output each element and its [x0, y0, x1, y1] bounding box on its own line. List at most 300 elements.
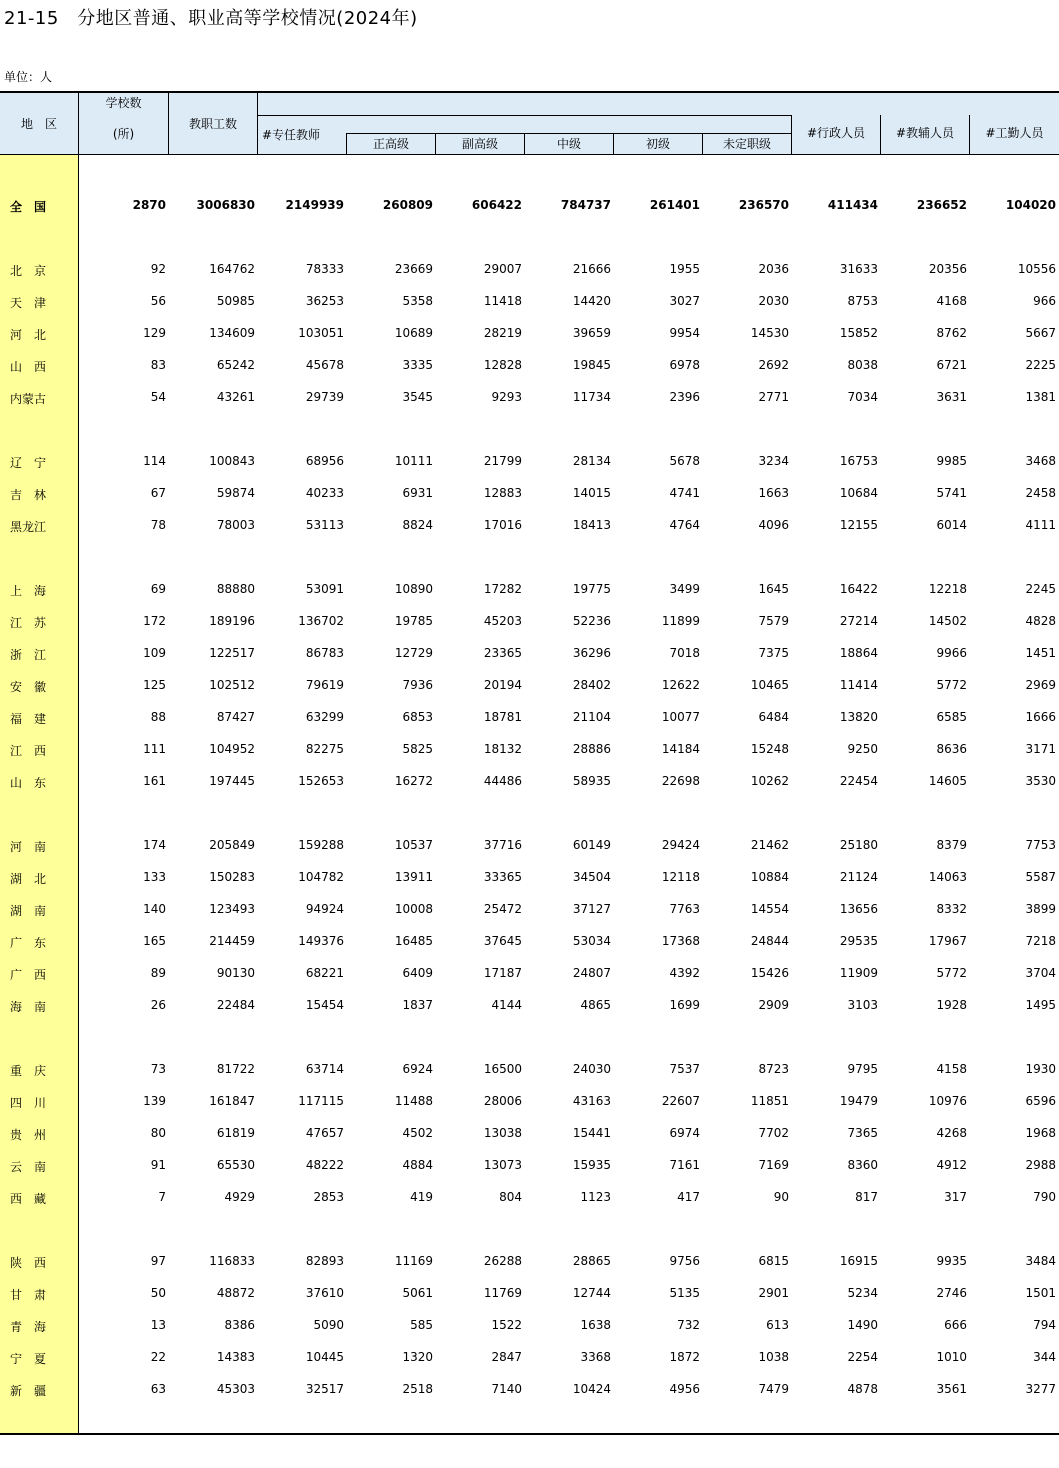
table-cell: 2245: [1025, 582, 1056, 596]
table-cell: 7: [158, 1190, 166, 1204]
table-cell: 58935: [572, 774, 611, 788]
table-row: [0, 1277, 1059, 1309]
table-cell: 36253: [305, 294, 344, 308]
table-cell: 4912: [936, 1158, 967, 1172]
header-teachers: #专任教师: [262, 128, 321, 142]
table-cell: 7375: [758, 646, 789, 660]
region-name: 重 庆: [10, 1064, 47, 1078]
table-cell: 417: [677, 1190, 700, 1204]
table-cell: 1451: [1025, 646, 1056, 660]
table-cell: 13: [150, 1318, 166, 1332]
table-cell: 9293: [491, 390, 522, 404]
table-cell: 13073: [483, 1158, 522, 1172]
header-bottom-line: [0, 154, 1059, 155]
table-cell: 14063: [928, 870, 967, 884]
table-cell: 59874: [216, 486, 255, 500]
region-name: 海 南: [10, 1000, 47, 1014]
table-cell: 48222: [305, 1158, 344, 1172]
table-cell: 28006: [483, 1094, 522, 1108]
table-cell: 6924: [402, 1062, 433, 1076]
table-cell: 78: [150, 518, 166, 532]
table-cell: 1010: [936, 1350, 967, 1364]
table-cell: 23669: [394, 262, 433, 276]
header-junior: 初级: [645, 137, 670, 151]
table-row: [0, 701, 1059, 733]
table-cell: 3530: [1025, 774, 1056, 788]
region-name: 内蒙古: [10, 392, 47, 406]
table-cell: 133: [143, 870, 166, 884]
table-cell: 3545: [402, 390, 433, 404]
table-cell: 16500: [483, 1062, 522, 1076]
table-cell: 174: [143, 838, 166, 852]
table-cell: 2771: [758, 390, 789, 404]
table-cell: 1490: [847, 1318, 878, 1332]
table-cell: 7753: [1025, 838, 1056, 852]
table-cell: 784737: [560, 198, 611, 212]
table-row: [0, 733, 1059, 765]
table-cell: 61819: [216, 1126, 255, 1140]
table-cell: 17967: [928, 934, 967, 948]
table-cell: 1038: [758, 1350, 789, 1364]
table-cell: 19775: [572, 582, 611, 596]
table-cell: 81722: [216, 1062, 255, 1076]
table-cell: 12155: [839, 518, 878, 532]
table-cell: 13038: [483, 1126, 522, 1140]
table-cell: 43261: [216, 390, 255, 404]
table-cell: 48872: [216, 1286, 255, 1300]
table-cell: 12218: [928, 582, 967, 596]
table-bottom-border: [0, 1433, 1059, 1435]
region-name: 广 东: [10, 936, 47, 950]
region-name: 黑龙江: [10, 520, 47, 534]
table-cell: 15454: [305, 998, 344, 1012]
table-cell: 4392: [669, 966, 700, 980]
table-row: [0, 285, 1059, 317]
header-unranked: 未定职级: [722, 137, 771, 151]
table-cell: 1663: [758, 486, 789, 500]
table-cell: 10111: [394, 454, 433, 468]
region-name: 西 藏: [10, 1192, 47, 1206]
table-row: [0, 1245, 1059, 1277]
table-cell: 3335: [402, 358, 433, 372]
table-cell: 10445: [305, 1350, 344, 1364]
table-row: [0, 605, 1059, 637]
region-name: 宁 夏: [10, 1352, 47, 1366]
table-row: [0, 829, 1059, 861]
table-cell: 149376: [298, 934, 344, 948]
table-cell: 10465: [750, 678, 789, 692]
table-cell: 7479: [758, 1382, 789, 1396]
table-cell: 18413: [572, 518, 611, 532]
table-cell: 20194: [483, 678, 522, 692]
table-cell: 13911: [394, 870, 433, 884]
table-cell: 2254: [847, 1350, 878, 1364]
table-cell: 7936: [402, 678, 433, 692]
table-cell: 11769: [483, 1286, 522, 1300]
table-cell: 117115: [298, 1094, 344, 1108]
table-top-border: [0, 91, 1059, 93]
table-cell: 17187: [483, 966, 522, 980]
table-row: [0, 1085, 1059, 1117]
table-cell: 317: [944, 1190, 967, 1204]
table-row: [0, 317, 1059, 349]
table-cell: 16753: [839, 454, 878, 468]
table-cell: 13820: [839, 710, 878, 724]
table-cell: 8824: [402, 518, 433, 532]
table-cell: 966: [1033, 294, 1056, 308]
table-cell: 197445: [209, 774, 255, 788]
table-cell: 23365: [483, 646, 522, 660]
table-cell: 7537: [669, 1062, 700, 1076]
table-cell: 60149: [572, 838, 611, 852]
table-cell: 89: [150, 966, 166, 980]
region-name: 青 海: [10, 1320, 47, 1334]
table-row: [0, 349, 1059, 381]
table-cell: 7763: [669, 902, 700, 916]
table-cell: 102512: [209, 678, 255, 692]
table-cell: 63299: [305, 710, 344, 724]
region-name: 浙 江: [10, 648, 47, 662]
table-cell: 20356: [928, 262, 967, 276]
header-senior: 正高级: [372, 137, 409, 151]
table-cell: 4111: [1025, 518, 1056, 532]
table-cell: 29007: [483, 262, 522, 276]
table-cell: 7579: [758, 614, 789, 628]
table-cell: 116833: [209, 1254, 255, 1268]
table-cell: 40233: [305, 486, 344, 500]
table-cell: 79619: [305, 678, 344, 692]
region-name: 陕 西: [10, 1256, 47, 1270]
table-cell: 2036: [758, 262, 789, 276]
table-cell: 14383: [216, 1350, 255, 1364]
table-cell: 6585: [936, 710, 967, 724]
table-cell: 11734: [572, 390, 611, 404]
table-cell: 21462: [750, 838, 789, 852]
table-cell: 6409: [402, 966, 433, 980]
table-cell: 19785: [394, 614, 433, 628]
table-cell: 1872: [669, 1350, 700, 1364]
table-cell: 21124: [839, 870, 878, 884]
table-row: [0, 509, 1059, 541]
table-cell: 4884: [402, 1158, 433, 1172]
table-cell: 3899: [1025, 902, 1056, 916]
table-cell: 12744: [572, 1286, 611, 1300]
table-cell: 5135: [669, 1286, 700, 1300]
table-cell: 5234: [847, 1286, 878, 1300]
table-cell: 18781: [483, 710, 522, 724]
table-cell: 1645: [758, 582, 789, 596]
table-cell: 83: [150, 358, 166, 372]
table-cell: 9935: [936, 1254, 967, 1268]
table-cell: 86783: [305, 646, 344, 660]
table-cell: 1381: [1025, 390, 1056, 404]
table-cell: 15441: [572, 1126, 611, 1140]
table-row: [0, 477, 1059, 509]
table-cell: 90130: [216, 966, 255, 980]
table-row: [0, 893, 1059, 925]
table-cell: 2458: [1025, 486, 1056, 500]
table-cell: 53113: [305, 518, 344, 532]
table-cell: 12883: [483, 486, 522, 500]
table-cell: 136702: [298, 614, 344, 628]
table-cell: 10884: [750, 870, 789, 884]
table-cell: 22484: [216, 998, 255, 1012]
table-cell: 7218: [1025, 934, 1056, 948]
table-cell: 12729: [394, 646, 433, 660]
table-cell: 4865: [580, 998, 611, 1012]
table-cell: 10537: [394, 838, 433, 852]
table-cell: 27214: [839, 614, 878, 628]
header-workers: #工勤人员: [985, 126, 1044, 140]
table-cell: 4764: [669, 518, 700, 532]
table-cell: 10689: [394, 326, 433, 340]
table-cell: 5358: [402, 294, 433, 308]
table-cell: 100843: [209, 454, 255, 468]
table-cell: 152653: [298, 774, 344, 788]
table-cell: 161: [143, 774, 166, 788]
table-cell: 21666: [572, 262, 611, 276]
table-cell: 21104: [572, 710, 611, 724]
table-cell: 88: [150, 710, 166, 724]
table-cell: 14184: [661, 742, 700, 756]
table-row: [0, 1341, 1059, 1373]
table-cell: 14554: [750, 902, 789, 916]
table-cell: 19845: [572, 358, 611, 372]
table-cell: 47657: [305, 1126, 344, 1140]
table-cell: 82893: [305, 1254, 344, 1268]
region-name: 新 疆: [10, 1384, 47, 1398]
table-cell: 2988: [1025, 1158, 1056, 1172]
table-cell: 32517: [305, 1382, 344, 1396]
table-cell: 8386: [224, 1318, 255, 1332]
table-cell: 14420: [572, 294, 611, 308]
table-cell: 16915: [839, 1254, 878, 1268]
table-cell: 24844: [750, 934, 789, 948]
table-cell: 4096: [758, 518, 789, 532]
table-cell: 150283: [209, 870, 255, 884]
table-cell: 16422: [839, 582, 878, 596]
table-cell: 3704: [1025, 966, 1056, 980]
table-cell: 10262: [750, 774, 789, 788]
table-cell: 45203: [483, 614, 522, 628]
table-cell: 9795: [847, 1062, 878, 1076]
table-cell: 56: [150, 294, 166, 308]
table-cell: 18132: [483, 742, 522, 756]
table-cell: 2853: [313, 1190, 344, 1204]
table-cell: 22454: [839, 774, 878, 788]
table-cell: 6014: [936, 518, 967, 532]
table-cell: 29739: [305, 390, 344, 404]
header-aux: #教辅人员: [895, 126, 955, 140]
table-cell: 9966: [936, 646, 967, 660]
table-cell: 125: [143, 678, 166, 692]
table-cell: 134609: [209, 326, 255, 340]
table-cell: 37645: [483, 934, 522, 948]
table-cell: 1522: [491, 1318, 522, 1332]
table-cell: 28134: [572, 454, 611, 468]
table-cell: 52236: [572, 614, 611, 628]
table-cell: 6596: [1025, 1094, 1056, 1108]
table-row: [0, 1053, 1059, 1085]
table-cell: 123493: [209, 902, 255, 916]
table-cell: 91: [150, 1158, 166, 1172]
table-row: [0, 253, 1059, 285]
table-cell: 24030: [572, 1062, 611, 1076]
table-cell: 1930: [1025, 1062, 1056, 1076]
header-mid-line: [257, 115, 791, 116]
table-cell: 34504: [572, 870, 611, 884]
table-cell: 104782: [298, 870, 344, 884]
table-row: [0, 1181, 1059, 1213]
table-cell: 6974: [669, 1126, 700, 1140]
table-cell: 43163: [572, 1094, 611, 1108]
table-cell: 585: [410, 1318, 433, 1332]
table-cell: 65242: [216, 358, 255, 372]
table-cell: 109: [143, 646, 166, 660]
table-row: [0, 1373, 1059, 1405]
table-cell: 28219: [483, 326, 522, 340]
table-cell: 4741: [669, 486, 700, 500]
table-cell: 794: [1033, 1318, 1056, 1332]
table-cell: 19479: [839, 1094, 878, 1108]
table-cell: 4144: [491, 998, 522, 1012]
table-cell: 37610: [305, 1286, 344, 1300]
region-name: 河 南: [10, 840, 47, 854]
table-cell: 33365: [483, 870, 522, 884]
region-name: 山 西: [10, 360, 47, 374]
table-cell: 80: [150, 1126, 166, 1140]
table-cell: 5772: [936, 966, 967, 980]
table-cell: 6815: [758, 1254, 789, 1268]
table-cell: 13656: [839, 902, 878, 916]
table-cell: 161847: [209, 1094, 255, 1108]
table-cell: 68221: [305, 966, 344, 980]
table-cell: 11169: [394, 1254, 433, 1268]
region-name: 云 南: [10, 1160, 47, 1174]
table-cell: 54: [150, 390, 166, 404]
table-cell: 22698: [661, 774, 700, 788]
table-cell: 14605: [928, 774, 967, 788]
table-cell: 17282: [483, 582, 522, 596]
table-cell: 10976: [928, 1094, 967, 1108]
table-cell: 8636: [936, 742, 967, 756]
table-cell: 6853: [402, 710, 433, 724]
table-cell: 8753: [847, 294, 878, 308]
table-cell: 1666: [1025, 710, 1056, 724]
table-cell: 15248: [750, 742, 789, 756]
table-cell: 15852: [839, 326, 878, 340]
table-cell: 3484: [1025, 1254, 1056, 1268]
table-cell: 2518: [402, 1382, 433, 1396]
table-cell: 1928: [936, 998, 967, 1012]
table-cell: 1123: [580, 1190, 611, 1204]
header-schools-unit: (所): [112, 127, 135, 141]
table-cell: 236570: [738, 198, 789, 212]
table-cell: 3561: [936, 1382, 967, 1396]
region-name: 湖 北: [10, 872, 47, 886]
table-cell: 36296: [572, 646, 611, 660]
table-cell: 12828: [483, 358, 522, 372]
table-cell: 65530: [216, 1158, 255, 1172]
table-cell: 5772: [936, 678, 967, 692]
table-cell: 15935: [572, 1158, 611, 1172]
table-cell: 732: [677, 1318, 700, 1332]
table-cell: 10424: [572, 1382, 611, 1396]
table-cell: 3171: [1025, 742, 1056, 756]
region-name: 贵 州: [10, 1128, 47, 1142]
table-cell: 3027: [669, 294, 700, 308]
table-cell: 12118: [661, 870, 700, 884]
table-cell: 1495: [1025, 998, 1056, 1012]
table-cell: 8723: [758, 1062, 789, 1076]
table-cell: 7018: [669, 646, 700, 660]
region-name: 天 津: [10, 296, 47, 310]
table-cell: 2396: [669, 390, 700, 404]
table-cell: 92: [150, 262, 166, 276]
table-row: [0, 573, 1059, 605]
table-cell: 1638: [580, 1318, 611, 1332]
table-cell: 5667: [1025, 326, 1056, 340]
table-cell: 45303: [216, 1382, 255, 1396]
table-cell: 613: [766, 1318, 789, 1332]
table-cell: 22: [150, 1350, 166, 1364]
table-cell: 8379: [936, 838, 967, 852]
table-cell: 12622: [661, 678, 700, 692]
table-cell: 11418: [483, 294, 522, 308]
region-name: 福 建: [10, 712, 47, 726]
header-vice-senior: 副高级: [461, 137, 498, 151]
table-row: [0, 989, 1059, 1021]
total-row: [0, 189, 1059, 221]
table-cell: 3277: [1025, 1382, 1056, 1396]
table-cell: 28886: [572, 742, 611, 756]
table-cell: 17368: [661, 934, 700, 948]
table-row: [0, 381, 1059, 413]
table-cell: 261401: [649, 198, 700, 212]
table-cell: 14502: [928, 614, 967, 628]
table-cell: 5587: [1025, 870, 1056, 884]
table-cell: 2909: [758, 998, 789, 1012]
table-cell: 10008: [394, 902, 433, 916]
table-cell: 7702: [758, 1126, 789, 1140]
region-name: 河 北: [10, 328, 47, 342]
table-row: [0, 1309, 1059, 1341]
table-cell: 37716: [483, 838, 522, 852]
table-row: [0, 861, 1059, 893]
table-cell: 104952: [209, 742, 255, 756]
table-cell: 5090: [313, 1318, 344, 1332]
table-cell: 8762: [936, 326, 967, 340]
table-cell: 45678: [305, 358, 344, 372]
table-row: [0, 669, 1059, 701]
table-cell: 10890: [394, 582, 433, 596]
table-cell: 2149939: [285, 198, 344, 212]
table-cell: 159288: [298, 838, 344, 852]
table-cell: 78003: [216, 518, 255, 532]
table-cell: 7365: [847, 1126, 878, 1140]
table-cell: 26288: [483, 1254, 522, 1268]
region-name: 安 徽: [10, 680, 47, 694]
table-cell: 804: [499, 1190, 522, 1204]
table-row: [0, 1117, 1059, 1149]
table-cell: 94924: [305, 902, 344, 916]
table-cell: 165: [143, 934, 166, 948]
table-cell: 2870: [132, 198, 166, 212]
table-cell: 8038: [847, 358, 878, 372]
table-cell: 6978: [669, 358, 700, 372]
table-cell: 31633: [839, 262, 878, 276]
table-cell: 29535: [839, 934, 878, 948]
